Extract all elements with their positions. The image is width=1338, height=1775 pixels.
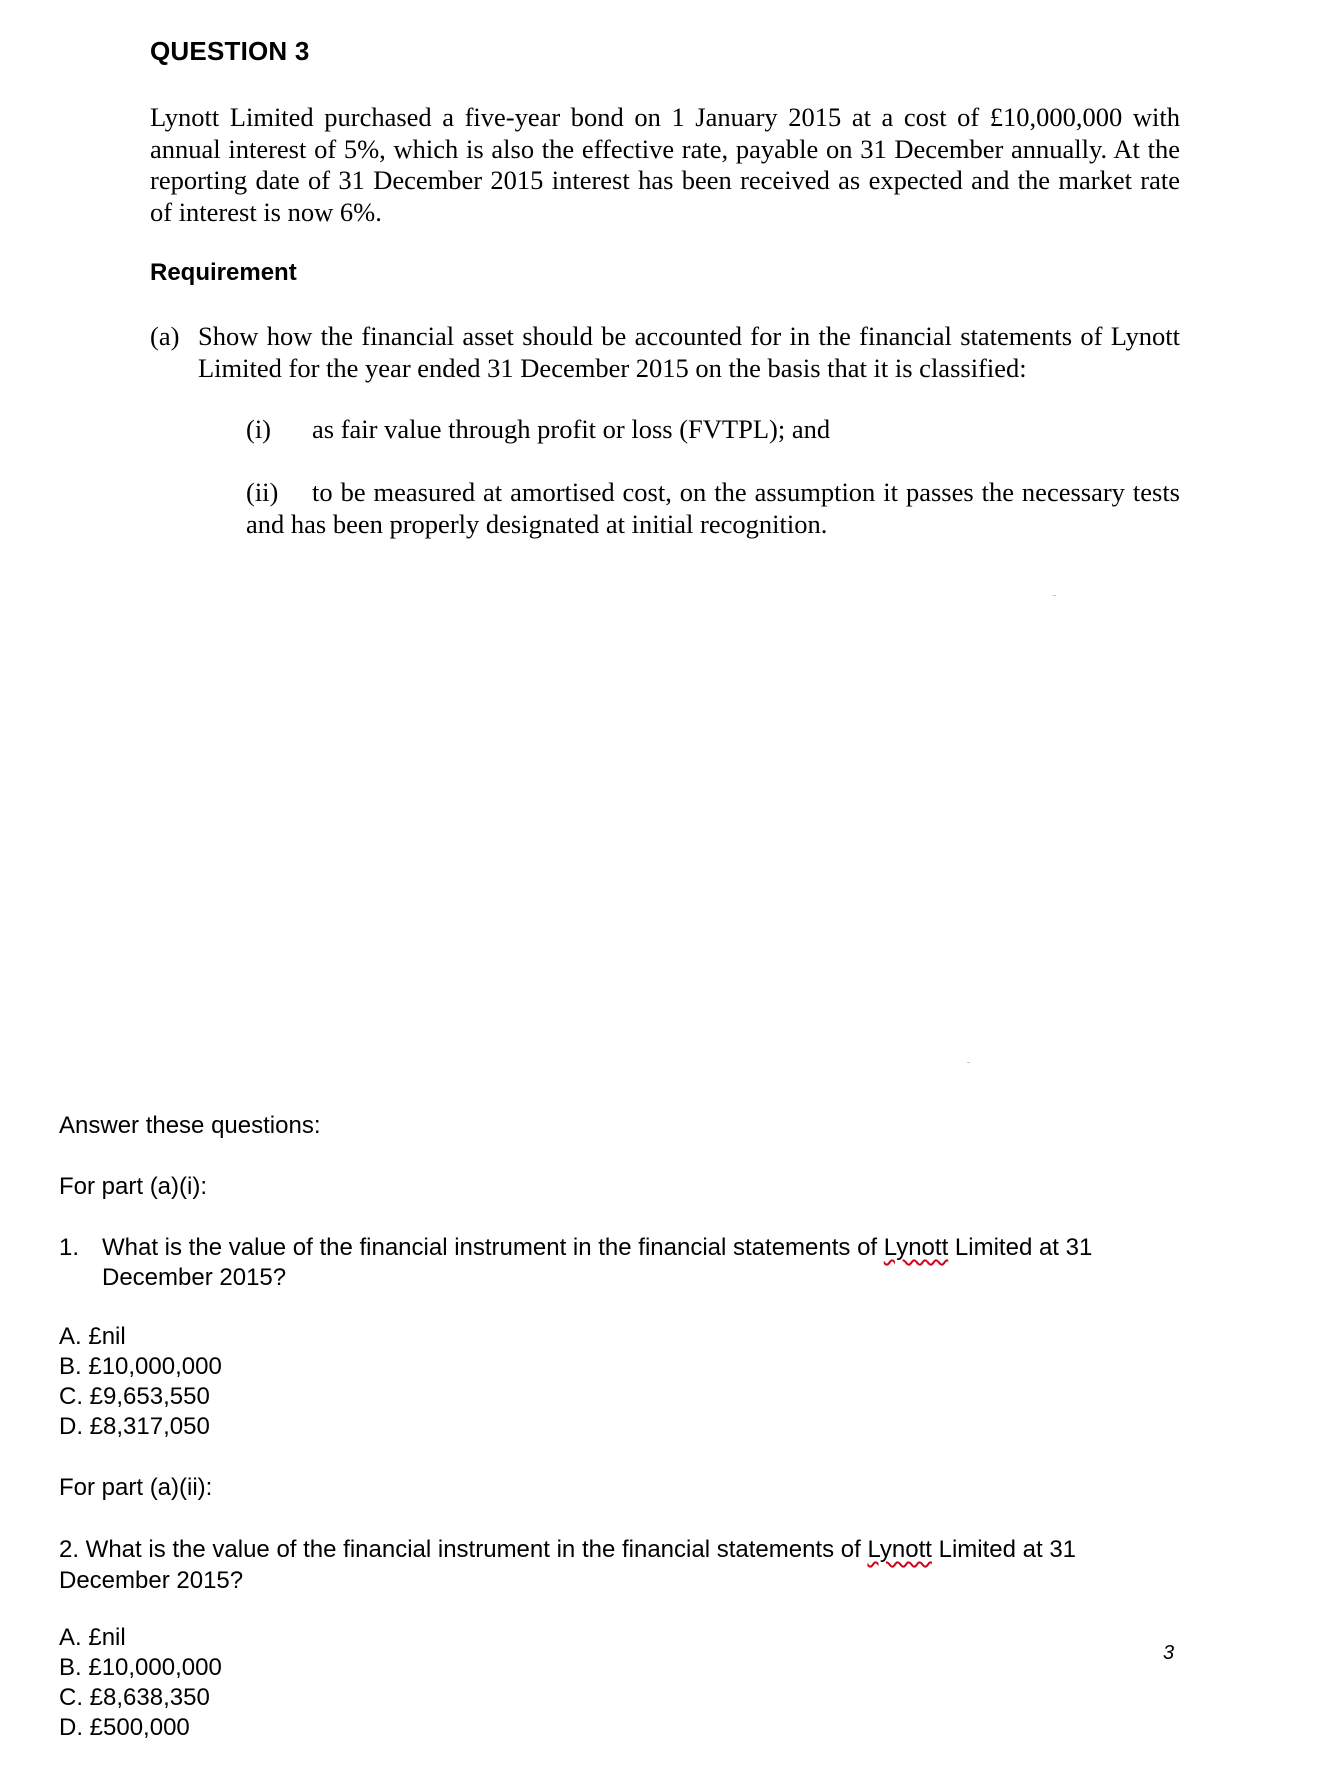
sub-ii-text: to be measured at amortised cost, on the assumption it passes the necessary tests and has been properly designated at initial recognition. bbox=[246, 477, 1180, 539]
sub-requirement-i bbox=[246, 414, 830, 446]
scan-speck bbox=[1053, 595, 1056, 596]
multiple-choice-question-1 bbox=[59, 1233, 1169, 1293]
sub-requirement-ii bbox=[246, 477, 1180, 540]
question-intro-paragraph: Lynott Limited purchased a five-year bond on 1 January 2015 at a cost of £10,000,000 with annual interest of 5%, which is also the effective rate, payable on 31 December annually. At the reporting date of 31 December 2015 interest has been received as expected and the market rate of interest is now 6%. bbox=[150, 102, 1180, 227]
requirement-heading: Requirement bbox=[150, 259, 297, 286]
sub-ii-label: (ii) bbox=[246, 477, 279, 507]
scan-speck bbox=[967, 1062, 970, 1063]
part-a-ii-label: For part (a)(ii): bbox=[59, 1474, 213, 1501]
question-1-number: 1. bbox=[59, 1234, 80, 1261]
sub-i-text: as fair value through profit or loss (FVTPL); and bbox=[312, 414, 831, 444]
option-d: D. £8,317,050 bbox=[59, 1413, 210, 1440]
answer-intro: Answer these questions: bbox=[59, 1112, 321, 1139]
spellcheck-word[interactable]: Lynott bbox=[867, 1536, 932, 1563]
question-1-text: What is the value of the financial instrument in the financial statements of Lynott Limited at 31 December 2015? bbox=[102, 1234, 1093, 1291]
option-b: B. £10,000,000 bbox=[59, 1654, 222, 1681]
option-c: C. £9,653,550 bbox=[59, 1383, 210, 1410]
part-a-requirement bbox=[150, 321, 1180, 384]
part-a-i-label: For part (a)(i): bbox=[59, 1173, 208, 1200]
question-title: QUESTION 3 bbox=[150, 36, 310, 66]
question-1-options bbox=[59, 1322, 222, 1442]
part-a-label: (a) bbox=[150, 321, 180, 351]
question-2-options bbox=[59, 1623, 222, 1743]
multiple-choice-question-2: 2. What is the value of the financial instrument in the financial statements of Lynott Limited at 31 December 2015? bbox=[59, 1536, 1077, 1594]
option-a: A. £nil bbox=[59, 1323, 126, 1350]
option-d: D. £500,000 bbox=[59, 1714, 190, 1741]
sub-i-label: (i) bbox=[246, 414, 272, 444]
page-number: 3 bbox=[1163, 1642, 1175, 1664]
option-a: A. £nil bbox=[59, 1624, 126, 1651]
spellcheck-word[interactable]: Lynott bbox=[883, 1234, 949, 1261]
part-a-text: Show how the financial asset should be accounted for in the financial statements of Lynott Limited for the year ended 31 December 2015 on the basis that it is classified: bbox=[198, 321, 1180, 383]
option-c: C. £8,638,350 bbox=[59, 1684, 210, 1711]
option-b: B. £10,000,000 bbox=[59, 1353, 222, 1380]
